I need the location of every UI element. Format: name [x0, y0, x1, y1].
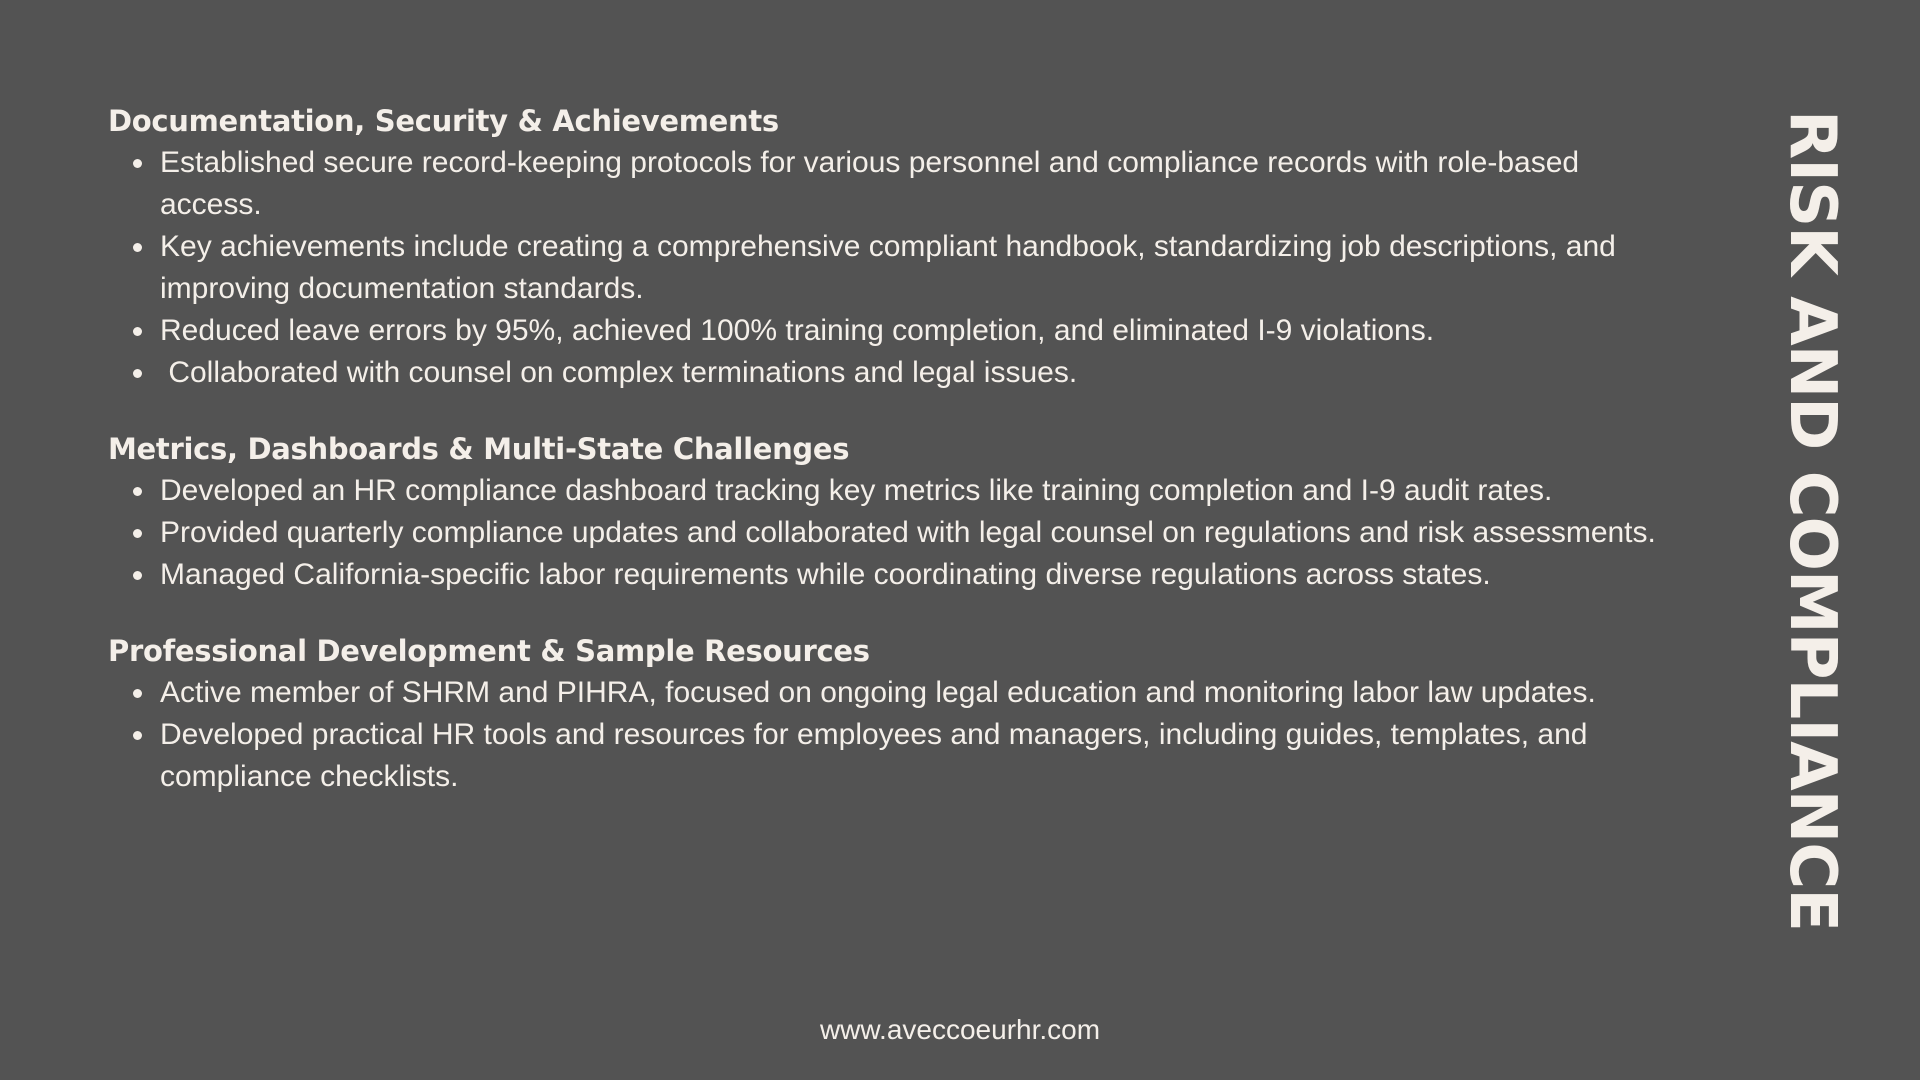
section-professional-development: [108, 630, 1668, 798]
list-item: [108, 226, 1668, 310]
section-metrics-dashboards: [108, 428, 1668, 596]
bullet-text: Key achievements include creating a comprehensive compliant handbook, standardizing job descriptions, and improving documentation standards.: [160, 230, 1616, 305]
bullet-text: Active member of SHRM and PIHRA, focused on ongoing legal education and monitoring labor law updates.: [160, 676, 1596, 709]
section-title: Professional Development & Sample Resources: [108, 634, 870, 668]
bullet-text: Developed practical HR tools and resources for employees and managers, including guides, templates, and compliance checklists.: [160, 718, 1588, 793]
main-content: [108, 100, 1668, 832]
bullet-dot-icon: [133, 369, 142, 378]
bullet-list: [108, 672, 1668, 798]
list-item: [108, 512, 1668, 554]
bullet-dot-icon: [133, 571, 142, 580]
side-title: RISK AND COMPLIANCE: [1775, 110, 1849, 931]
list-item: [108, 470, 1668, 512]
bullet-text: Collaborated with counsel on complex terminations and legal issues.: [160, 356, 1078, 389]
list-item: [108, 310, 1668, 352]
bullet-list: [108, 142, 1668, 394]
bullet-dot-icon: [133, 731, 142, 740]
list-item: [108, 714, 1668, 798]
list-item: [108, 352, 1668, 394]
footer-website: www.aveccoeurhr.com: [819, 1014, 1101, 1045]
bullet-text: Established secure record-keeping protocols for various personnel and compliance records with role-based access.: [160, 146, 1580, 221]
bullet-dot-icon: [133, 159, 142, 168]
section-documentation-security: [108, 100, 1668, 394]
bullet-text: Developed an HR compliance dashboard tracking key metrics like training completion and I-9 audit rates.: [160, 474, 1553, 507]
bullet-dot-icon: [133, 243, 142, 252]
list-item: [108, 672, 1668, 714]
bullet-text: Provided quarterly compliance updates and collaborated with legal counsel on regulations and risk assessments.: [160, 516, 1656, 549]
list-item: [108, 554, 1668, 596]
list-item: [108, 142, 1668, 226]
bullet-list: [108, 470, 1668, 596]
section-title: Documentation, Security & Achievements: [108, 104, 779, 138]
bullet-dot-icon: [133, 689, 142, 698]
bullet-text: Managed California-specific labor requirements while coordinating diverse regulations across states.: [160, 558, 1491, 591]
bullet-dot-icon: [133, 327, 142, 336]
bullet-text: Reduced leave errors by 95%, achieved 100% training completion, and eliminated I-9 violations.: [160, 314, 1435, 347]
section-title: Metrics, Dashboards & Multi-State Challenges: [108, 432, 850, 466]
side-title-container: [1748, 110, 1888, 960]
bullet-dot-icon: [133, 487, 142, 496]
bullet-dot-icon: [133, 529, 142, 538]
